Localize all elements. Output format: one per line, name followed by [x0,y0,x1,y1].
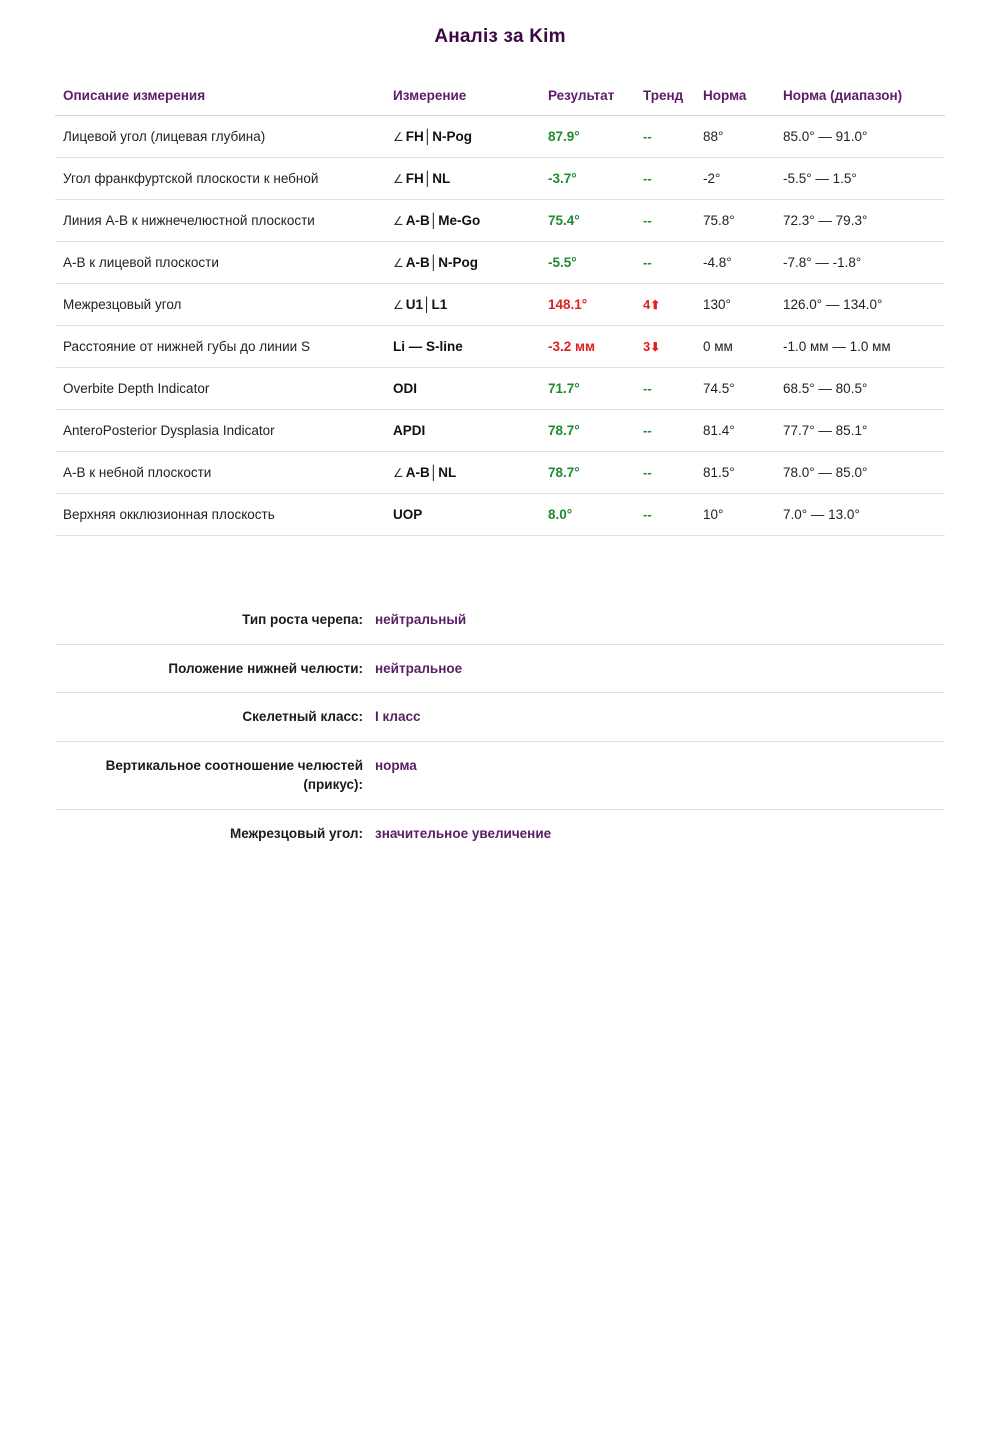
summary-value: значительное увеличение [375,825,552,841]
column-header-norm: Норма [695,88,775,116]
table-body [55,116,945,536]
cell-description: Линия A-B к нижнечелюстной плоскости [55,200,385,242]
cell-description: AnteroPosterior Dysplasia Indicator [55,410,385,452]
summary-value: норма [375,757,417,773]
cell-description: Верхняя окклюзионная плоскость [55,494,385,536]
cell-result [540,284,635,326]
cell-norm: 88° [695,116,775,158]
angle-icon: ∠ [393,214,404,228]
measurement-label: FH│N-Pog [405,129,472,144]
cell-result [540,494,635,536]
cell-measurement [385,200,540,242]
cell-range: 68.5° — 80.5° [775,368,945,410]
cell-result [540,452,635,494]
cell-range: 85.0° — 91.0° [775,116,945,158]
cell-range: -5.5° — 1.5° [775,158,945,200]
cell-measurement [385,284,540,326]
cell-measurement [385,494,540,536]
cell-norm: 81.4° [695,410,775,452]
measurement-label: A-B│N-Pog [405,255,478,270]
angle-icon: ∠ [393,172,404,186]
trend-value: -- [643,423,652,438]
cell-measurement [385,452,540,494]
cell-trend [635,242,695,284]
angle-icon: ∠ [393,466,404,480]
summary-label: Скелетный класс: [242,709,363,725]
analysis-table [55,88,945,536]
column-header-description: Описание измерения [55,88,385,116]
summary-row [55,742,945,810]
result-value: 78.7° [548,423,580,438]
result-value: 75.4° [548,213,580,228]
cell-trend [635,326,695,368]
cell-norm: -2° [695,158,775,200]
arrow-down-icon: ⬇ [650,340,661,354]
measurement-label: UOP [393,507,423,522]
trend-value: -- [643,213,652,228]
cell-trend [635,158,695,200]
summary-label: Положение нижней челюсти: [168,660,363,676]
cell-result [540,158,635,200]
cell-trend [635,494,695,536]
trend-value: -- [643,171,652,186]
result-value: 78.7° [548,465,580,480]
cell-measurement [385,410,540,452]
result-value: 8.0° [548,507,573,522]
cell-norm: 75.8° [695,200,775,242]
cell-description: Угол франкфуртской плоскости к небной [55,158,385,200]
angle-icon: ∠ [393,130,404,144]
measurement-label: Li — S-line [393,339,463,354]
summary-value: нейтральное [375,660,463,676]
table-row [55,452,945,494]
cell-range: -7.8° — -1.8° [775,242,945,284]
table-row [55,494,945,536]
column-header-trend: Тренд [635,88,695,116]
summary-label: Вертикальное соотношение челюстей (прикус): [105,757,363,793]
summary-label: Межрезцовый угол: [230,825,363,841]
measurement-label: APDI [393,423,426,438]
cell-result [540,242,635,284]
measurement-label: A-B│NL [405,465,457,480]
trend-value: -- [643,129,652,144]
trend-value: -- [643,465,652,480]
measurement-label: ODI [393,381,418,396]
cell-trend [635,410,695,452]
table-row [55,326,945,368]
cell-result [540,200,635,242]
cell-measurement [385,158,540,200]
cell-result [540,116,635,158]
table-row [55,158,945,200]
cell-description: Расстояние от нижней губы до линии S [55,326,385,368]
result-value: -3.7° [548,171,577,186]
measurement-label: U1│L1 [405,297,448,312]
summary-row [55,693,945,742]
cell-range: 78.0° — 85.0° [775,452,945,494]
table-row [55,116,945,158]
cell-norm: 10° [695,494,775,536]
summary-value: I класс [375,709,421,725]
document-page [0,26,1000,1441]
cell-result [540,326,635,368]
cell-description: A-B к лицевой плоскости [55,242,385,284]
cell-norm: -4.8° [695,242,775,284]
column-header-measurement: Измерение [385,88,540,116]
cell-range: 7.0° — 13.0° [775,494,945,536]
cell-norm: 81.5° [695,452,775,494]
table-row [55,368,945,410]
table-header [55,88,945,116]
cell-description: Overbite Depth Indicator [55,368,385,410]
result-value: -3.2 мм [548,339,595,354]
cell-range: -1.0 мм — 1.0 мм [775,326,945,368]
cell-measurement [385,242,540,284]
trend-value: -- [643,381,652,396]
table-row [55,200,945,242]
trend-value: -- [643,507,652,522]
cell-trend [635,116,695,158]
result-value: 71.7° [548,381,580,396]
cell-norm: 130° [695,284,775,326]
summary-row [55,645,945,694]
cell-range: 72.3° — 79.3° [775,200,945,242]
arrow-up-icon: ⬆ [650,298,661,312]
table-header-row [55,88,945,116]
table-row [55,410,945,452]
measurement-label: A-B│Me-Go [405,213,481,228]
result-value: -5.5° [548,255,577,270]
summary-row [55,596,945,645]
trend-value: 4 [643,297,651,312]
cell-description: A-B к небной плоскости [55,452,385,494]
summary-section [55,596,945,857]
cell-norm: 0 мм [695,326,775,368]
cell-norm: 74.5° [695,368,775,410]
cell-trend [635,200,695,242]
summary-value: нейтральный [375,612,467,627]
trend-value: -- [643,255,652,270]
angle-icon: ∠ [393,256,404,270]
cell-measurement [385,326,540,368]
cell-range: 126.0° — 134.0° [775,284,945,326]
page-title: Аналіз за Kim [434,26,566,47]
summary-label: Тип роста черепа: [242,612,363,627]
cell-result [540,368,635,410]
summary-row [55,810,945,858]
table-row [55,284,945,326]
result-value: 87.9° [548,129,580,144]
cell-trend [635,284,695,326]
angle-icon: ∠ [393,298,404,312]
cell-measurement [385,116,540,158]
measurement-label: FH│NL [405,171,451,186]
column-header-range: Норма (диапазон) [775,88,945,116]
cell-trend [635,368,695,410]
cell-measurement [385,368,540,410]
trend-value: 3 [643,339,651,354]
cell-result [540,410,635,452]
cell-description: Межрезцовый угол [55,284,385,326]
cell-range: 77.7° — 85.1° [775,410,945,452]
table-row [55,242,945,284]
column-header-result: Результат [540,88,635,116]
cell-description: Лицевой угол (лицевая глубина) [55,116,385,158]
result-value: 148.1° [548,297,588,312]
cell-trend [635,452,695,494]
